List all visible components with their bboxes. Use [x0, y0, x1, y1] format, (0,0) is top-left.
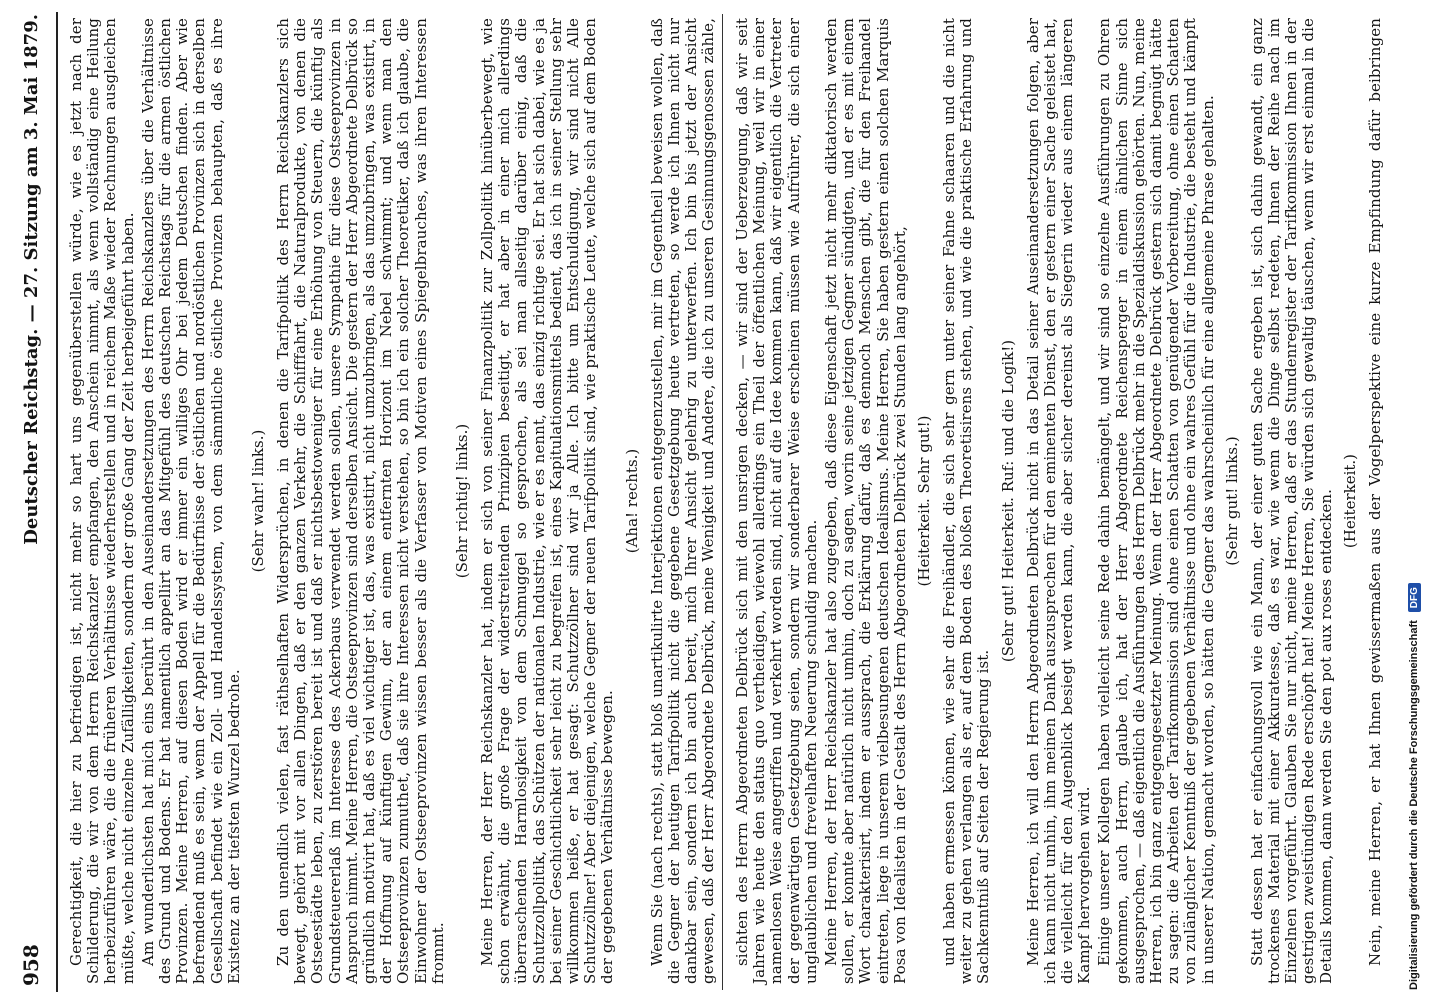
credit-text: Digitalisierung gefördert durch die Deutsche Forschungsgemeinschaft [1408, 620, 1420, 990]
paragraph: sichten des Herrn Abgeordneten Delbrück sich mit den unsrigen decken, — wir sind der Ueberzeugung, daß wir seit Jahren wie heute den status quo vertheidigen, wiewohl allerdings ein Theil der öffentlichen Meinung, weil wir in einer namenlosen Weise angegriffen und verkehrt worden sind, nicht auf die Idee kommen kann, daß wir eigentlich die Vertreter der gegenwärtigen Gesetzgebung seien, sondern wir sonderbarer Weise erscheinen müssen wie Aufrührer, die sich einer unglaublichen und frevelhaften Neuerung schuldig machen. [733, 18, 820, 984]
paragraph: Einige unserer Kollegen haben vielleicht seine Rede dahin bemängelt, und wir sind so einzelne Ausführungen zu Ohren gekommen, auch Herrn, glaube ich, hat der Herr Abgeordnete Reichensperger in einem ähnlichen Sinne sich ausgesprochen, — daß eigentlich die Ausführungen des Herrn Delbrück mehr in die Spezialdiskussion gehörten. Nun, meine Herren, ich bin ganz entgegengesetzter Meinung. Wenn der Herr Abgeordnete Delbrück gestern sich damit begnügt hätte zu sagen: die Arbeiten der Tarifkommission sind ohne einen Schatten von genügender Vorbereitung, ohne einen Schatten von zulänglicher Kenntniß der gegebenen Verhältnisse und ohne ein wahres Gefühl für die Industrie, die besteht und kämpft in unserer Nation, gemacht worden, so hätten die Gegner das wahrscheinlich für eine allgemeine Phrase gehalten. [1095, 18, 1217, 984]
remark: (Sehr richtig! links.) [453, 423, 472, 579]
header-title: Deutscher Reichstag. — 27. Sitzung am 3. Mai 1879. [20, 14, 42, 545]
remark: (Aha! rechts.) [622, 448, 641, 554]
paragraph: Meine Herren, der Herr Reichskanzler hat, indem er sich von seiner Finanzpolitik zur Zollpolitik hinüberbewegt, wie schon erwähnt, die große Frage der widerstreitenden Prinzipien beseitigt, er hat aber in einer mich allerdings überraschenden Harmlosigkeit von dem Schmuggel so gesprochen, als sei man allseitig darüber einig, daß die Schutzzollpolitik, das Schützen der nationalen Industrie, wie er es nennt, das einzig richtige sei. Er hat sich dabei, wie es ja bei seiner Geschichtlichkeit sehr leicht zu begreifen ist, eines Kapitulationsmittels bedient, das ich in seiner Stellung sehr willkommen heiße, er hat gesagt: Schutzzöllner sind wir ja Alle. Ich bitte um Entschuldigung, wir sind nicht Alle Schutzzöllner! Aber diejenigen, welche Gegner der neuen Tarifpolitik sind, wie praktische Leute, welche sich auf dem Boden der gegebenen Verhältnisse bewegen. [478, 18, 617, 984]
remark: (Heiterkeit. Sehr gut!) [915, 415, 934, 587]
running-header [10, 0, 52, 1000]
remark: (Sehr wahr! links.) [249, 429, 268, 573]
remark: (Sehr gut! Heiterkeit. Ruf: und die Logik!) [998, 339, 1017, 663]
paragraph: Statt dessen hat er einfachungsvoll wie ein Mann, der einer guten Sache ergeben ist, sich dahin gewandt, ein ganz trockenes Material mit einer Akkuratesse, daß es war, wie wenn die Dinge selbst redeten, Ihnen der Reihe nach im Einzelnen vorgeführt. Glauben Sie nur nicht, meine Herren, daß er das Stundenregister der Tarifkommission Ihnen in der gestrigen zweistündigen Rede erschöpft hat! Meine Herren, Sie würden sich gewaltig täuschen, wenn wir erst einmal in die Details kommen, dann werden Sie den pot aux roses entdecken. [1247, 18, 1335, 984]
paragraph: Meine Herren, der Herr Reichskanzler hat also zugegeben, daß diese Eigenschaft jetzt nicht mehr diktatorisch werden sollen, er konnte aber natürlich nicht umhin, doch zu sagen, worin seine jetzigen Gegner sündigten, und er es mit einem Wort charakterisirt, indem er aussprach, die Erklärung dafür, daß es dennoch Menschen gibt, die für den Freihandel eintreten, liege in unserem vielbesungenen deutschen Idealismus. Meine Herren, Sie haben gestern einen solchen Marquis Posa von Idealisten in der Gestalt des Herrn Abgeordneten Delbrück zwei Stunden lang angehört, [822, 18, 909, 984]
paragraph: Meine Herren, ich will den Herrn Abgeordneten Delbrück nicht in das Detail seiner Auseinandersetzungen folgen, aber ich kann nicht umhin, ihm meinen Dank auszusprechen für den eminenten Dienst, den er gestern einer Sache geleistet hat, die vielleicht für den Augenblick besiegt werden kann, die aber sicher dereinst als Siegerin wieder aus einem längeren Kampf hervorgehen wird. [1023, 18, 1094, 984]
paragraph: Gerechtigkeit, die hier zu befriedigen ist, nicht mehr so hart uns gegenüberstellen würde, wie es jetzt nach der Schilderung, die wir von dem Herrn Reichskanzler empfangen, den Anschein nimmt, als wenn vollständig eine Heilung herbeizuführen wäre, die die früheren Verhältnisse wiederherstellen und in reichem Maße wieder Rechnungen ausgleichen müßte, welche nicht einzelne Zufälligkeiten, sondern der große Gang der Zeit herbeigeführt haben. [67, 18, 137, 984]
header-rule [56, 12, 58, 992]
remark: (Sehr gut! links.) [1222, 436, 1241, 566]
paragraph: Wenn Sie (nach rechts), statt bloß unartikulirte Interjektionen entgegenzustellen, mir im Gegentheil beweisen wollen, daß die Gegner der heutigen Tarifpolitik nicht die gegebene Gesetzgebung heute vertreten, so werde ich Ihnen nicht nur dankbar sein, sondern ich bin auch bereit, mich Ihrer Ansicht gelehrig zu unterwerfen. Ich bin bis jetzt der Ansicht gewesen, daß der Herr Abgeordnete Delbrück, meine Wenigkeit und Andere, die ich zu unseren Gesinnungsgenossen zähle, [647, 18, 718, 984]
paragraph: und haben ermessen können, wie sehr die Freihändler, die sich sehr gern unter seiner Fahne schaaren und die nicht weiter zu gehen verlangen als er, auf dem Boden des bloßen Theoretisirens stehen, und wie die praktische Erfahrung und Sachkenntniß auf Seiten der Regierung ist. [940, 18, 993, 984]
column-divider [722, 14, 723, 990]
column-right [728, 8, 1384, 994]
digitization-credit [1396, 0, 1432, 1000]
paragraph: Zu den unendlich vielen, fast räthselhaften Widersprüchen, in denen die Tarifpolitik des Herrn Reichskanzlers sich bewegt, gehört mit vor allen Dingen, daß er den ganzen Verkehr, die Schifffahrt, die Naturalprodukte, von denen die Ostseestädte leben, zu zerstören bereit ist und daß er nichtsbestoweniger für eine Erhöhung von Steuern, die künftig als Grundsteuererlaß im Interesse des Ackerbaus verwendet werden sollen, unsere Sympathie für diese Ostseeprovinzen in Anspruch nimmt. Meine Herren, die Ostseeprovinzen sind derselben Ansicht. Die gestern der Herr Abgeordnete Delbrück so gründlich motivirt hat, daß es viel wichtiger ist, das, was existirt, nicht umzubringen, als das umzubringen, was existirt, in der Hoffnung auf künftigen Gewinn, der an einem entfernten Horizont im Nebel schwimmt; und wenn man den Ostseeprovinzen zumuthet, daß sie ihre Interessen nicht verstehen, so bin ich ein solcher Theoretiker, daß ich glaube, die Einwohner der Ostseeprovinzen wissen besser als die Verfasser von Motiven eines Spiegelbrauches, was ihren Interessen frommt. [274, 18, 447, 984]
column-left [62, 8, 718, 994]
remark: (Heiterkeit.) [1340, 453, 1359, 549]
paragraph: Nein, meine Herren, er hat Ihnen gewissermaßen aus der Vogelperspektive eine kurze Empfindung dafür beibringen [1365, 18, 1384, 966]
page-number: 958 [19, 944, 43, 986]
dfg-logo: DFG [1408, 583, 1421, 612]
paragraph: Am wunderlichsten hat mich eins berührt in den Auseinandersetzungen des Herrn Reichskanzlers über die Verhältnisse des Grund und Bodens. Er hat namentlich appellirt an das Mitgefühl des deutschen Reichstags für die armen östlichen Provinzen. Meine Herren, auf diesen Boden wird er immer ein williges Ohr bei jedem Deutschen finden. Aber wie befremdend muß es sein, wenn der Appell für die Bedürfnisse der östlichen und nordöstlichen Provinzen sich in derselben Gesellschaft befindet wie ein Zoll- und Handelssystem, von dem sämmtliche östliche Provinzen behaupten, daß es ihre Existenz an der tiefsten Wurzel bedrohe. [138, 18, 243, 984]
